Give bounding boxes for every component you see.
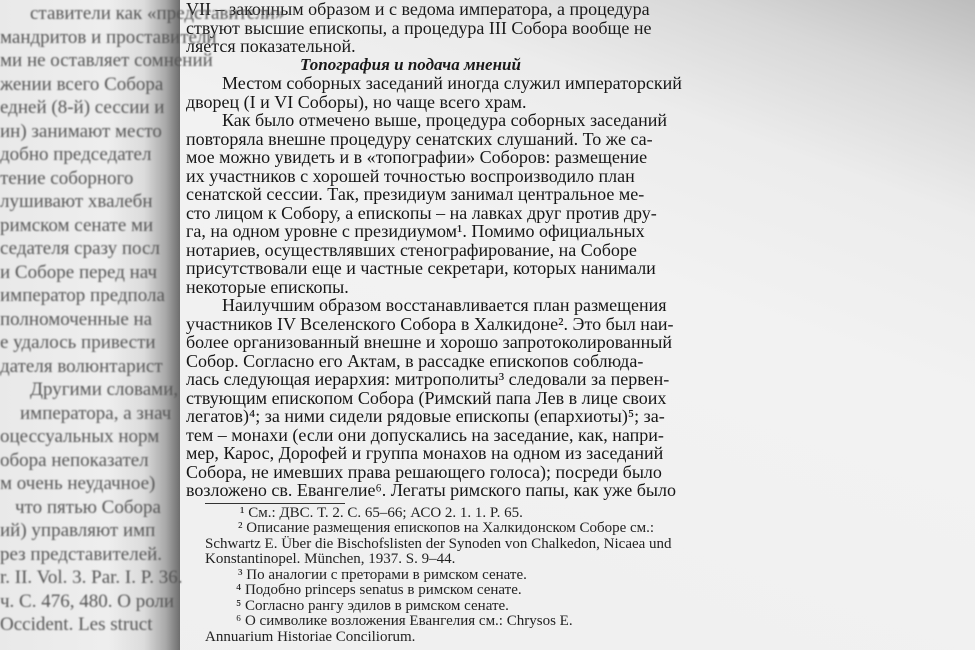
text-line: r. II. Vol. 3. Par. I. P. 36.	[0, 567, 183, 588]
text-line: дателя волюнтарист	[0, 355, 163, 377]
text-line: некоторые епископы.	[186, 276, 349, 297]
text-line: Как было отмечено выше, процедура соборных заседаний	[222, 110, 668, 130]
text-line: Наилучшим образом восстанавливается план размещения	[222, 295, 667, 315]
footnote-line: ⁶ О символике возложения Евангелия см.: Chrysos E.	[236, 613, 573, 629]
text-line: га, на одном уровне с президиумом¹. Помимо официальных	[186, 221, 645, 241]
text-line: ч. С. 476, 480. О роли	[0, 590, 175, 612]
text-line: оцессуальных норм	[0, 426, 160, 447]
text-line: тем – монахи (если они допускались на заседание, как, напри-	[186, 424, 664, 445]
footnote-line: ⁵ Согласно рангу эдилов в римском сенате.	[236, 597, 509, 614]
text-line: ми не оставляет сомнений	[0, 50, 213, 71]
text-line: добно председател	[0, 144, 152, 165]
text-line: едней (8-й) сессии и	[0, 97, 165, 118]
text-line: повторяла внешне процедуру сенатских слушаний. То же са-	[186, 128, 653, 149]
text-line: е удалось привести	[0, 332, 156, 353]
footnote-divider	[205, 503, 345, 504]
text-line: Собора, не имевших права решающего голоса); посреди было	[186, 461, 662, 482]
text-line: полномоченные на	[0, 308, 153, 330]
text-line: легатов)⁴; за ними сидели рядовые епископы (епархиоты)⁵; за-	[186, 406, 665, 426]
footnote-line: ² Описание размещения епископов на Халкидонском Соборе см.:	[238, 520, 655, 536]
text-line: лась следующая иерархия: митрополиты³ следовали за первен-	[186, 369, 670, 389]
text-line: более организованный внешне и хорошо запротоколированный	[186, 332, 673, 352]
text-line: ствуют высшие епископы, а процедура III Собора вообще не	[186, 17, 652, 38]
text-line: императора, а знач	[20, 402, 172, 424]
section-heading: Топография и подача мнений	[300, 54, 521, 74]
text-line: ставители как «представители»	[30, 3, 285, 24]
text-line: возложено св. Евангелие⁶. Легаты римского папы, как уже было	[186, 480, 676, 500]
text-line: и Соборе перед нач	[0, 261, 158, 283]
text-line: дворец (I и VI Соборы), но чаще всего храм.	[186, 91, 527, 112]
text-line: сенатской сессии. Так, президиум занимал центральное ме-	[186, 184, 645, 204]
text-line: VII – законным образом и с ведома императора, а процедура	[186, 0, 650, 19]
text-line: м очень неудачное)	[0, 473, 156, 494]
text-line: нотариев, осуществлявших стенографирование, на Соборе	[186, 239, 637, 260]
text-line: Occident. Les struct	[0, 614, 153, 635]
text-line: римском сенате ми	[0, 214, 154, 236]
text-line: мандритов и проставители	[0, 26, 217, 48]
text-line: мер, Карос, Дорофей и группа монахов на одном из заседаний	[186, 443, 664, 463]
text-line: их участников с хорошей точностью воспроизводило план	[186, 165, 635, 186]
text-line: присутствовали еще и частные секретари, которых нанимали	[186, 258, 656, 278]
footnote-line: ¹ См.: ДВС. Т. 2. С. 65–66; АСО 2. 1. 1. P. 65.	[240, 504, 523, 521]
text-line: ий) управляют имп	[0, 520, 156, 541]
footnote-line: Schwartz E. Über die Bischofslisten der Synoden von Chalkedon, Nicaea und	[205, 535, 672, 552]
text-line: император предпола	[0, 285, 165, 306]
text-line: лушивают хвалебн	[0, 191, 153, 212]
text-line: ин) занимают место	[0, 120, 162, 142]
text-line: обора непоказател	[0, 449, 149, 471]
text-line: сто лицом к Собору, а епископы – на лавках друг против дру-	[186, 202, 657, 223]
text-line: ствующим епископом Собора (Римский папа Лев в лице своих	[186, 387, 667, 408]
footnote-line: ⁴ Подобно princeps senatus в римском сенате.	[236, 582, 522, 598]
text-line: рез представителей.	[0, 543, 163, 565]
text-line: Другими словами,	[30, 379, 179, 400]
text-line: тение соборного	[0, 167, 134, 189]
text-line: что пятью Собора	[15, 496, 161, 518]
text-line: Собор. Согласно его Актам, в рассадке епископов соблюда-	[186, 350, 644, 371]
text-line: ляется показательной.	[186, 36, 356, 56]
text-line: жении всего Собора	[0, 73, 164, 95]
text-line: мое можно увидеть и в «топографии» Соборов: размещение	[186, 147, 648, 167]
text-line: Местом соборных заседаний иногда служил императорский	[222, 73, 682, 93]
text-line: седателя сразу посл	[0, 238, 160, 259]
text-line: участников IV Вселенского Собора в Халкидоне². Это был наи-	[186, 313, 674, 334]
footnote-line: Konstantinopel. München, 1937. S. 9–44.	[205, 551, 456, 567]
footnote-line: ³ По аналогии с преторами в римском сенате.	[238, 566, 527, 583]
footnote-line: Annuarium Historiae Conciliorum.	[205, 628, 416, 645]
